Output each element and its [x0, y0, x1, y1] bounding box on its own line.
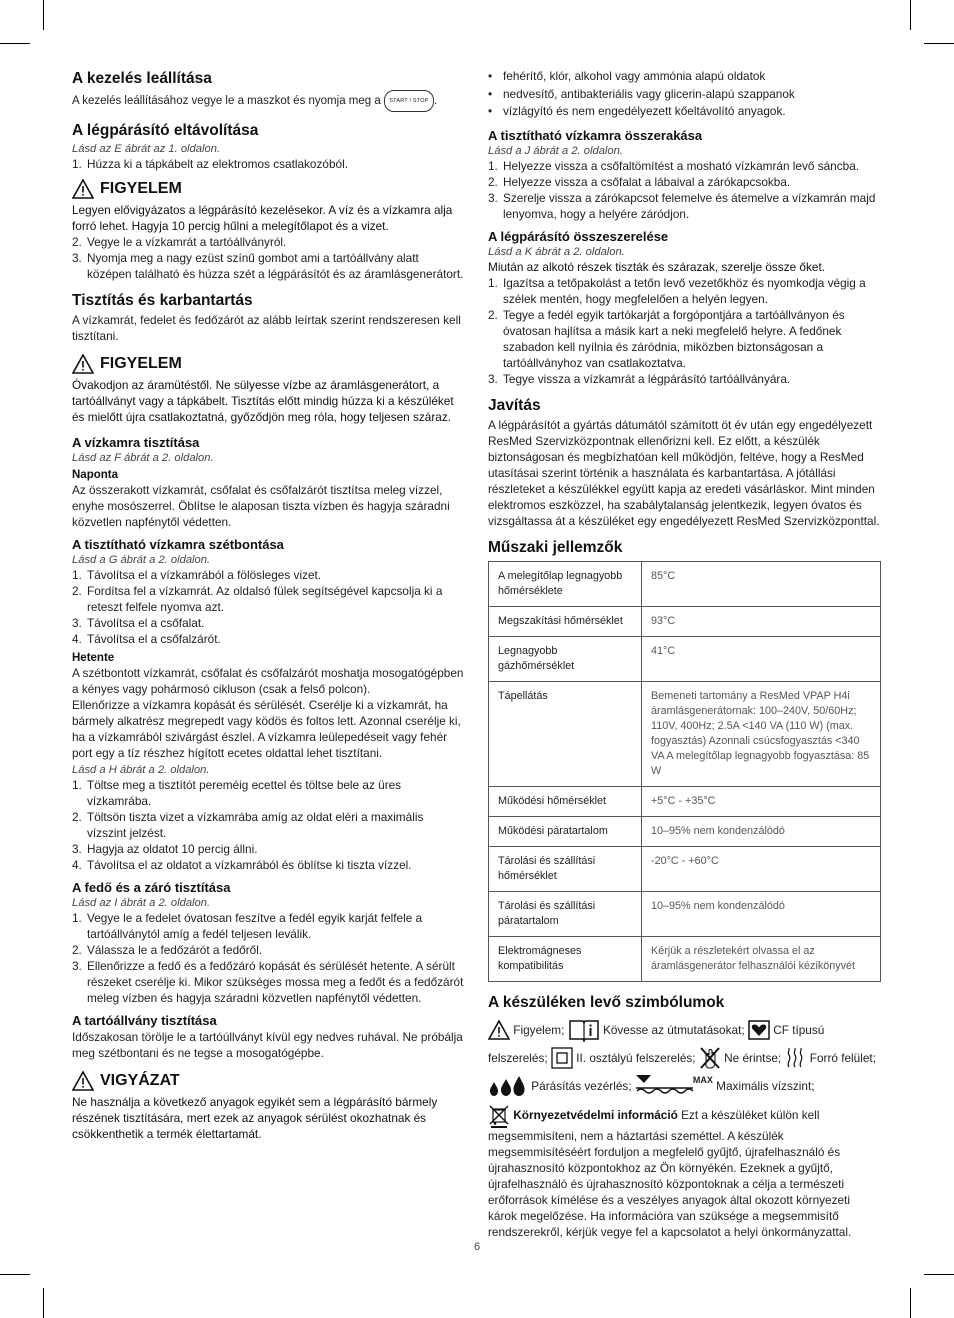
list-item: • vízlágyító és nem engedélyezett kőeltávolító anyagok.: [488, 103, 881, 121]
spec-name: A melegítőlap legnagyobb hőmérséklete: [489, 561, 642, 606]
spec-value: 41°C: [642, 636, 881, 681]
step-number: 3.: [488, 190, 498, 205]
heading: Műszaki jellemzők: [488, 538, 623, 556]
list-item: [72, 234, 465, 250]
step-text: Válassza le a fedőzárót a fedőről.: [87, 943, 263, 957]
humidity-control-drops-icon: [488, 1074, 528, 1098]
heading: A légpárásító eltávolítása: [72, 122, 259, 139]
step-number: 1.: [72, 157, 82, 171]
step-list: [72, 567, 465, 647]
subheading: A fedő és a záró tisztítása: [72, 880, 231, 895]
warning-block: [72, 354, 465, 425]
step-text: Vegye le a vízkamrát a tartóállványról.: [87, 235, 287, 249]
spec-name: Működési páratartalom: [489, 816, 642, 846]
subheading-small: Hetente: [72, 652, 115, 664]
right-column: [488, 68, 881, 1240]
list-item: [72, 942, 465, 958]
table-row: [489, 606, 881, 636]
list-item: [488, 190, 881, 222]
step-text: Szerelje vissza a zárókapcsot felemelve és átemelve a vízkamrán majd lenyomva, hogy a helyére záródjon.: [503, 190, 876, 221]
step-text: Húzza ki a tápkábelt az elektromos csatlakozóból.: [87, 157, 348, 171]
hot-surface-icon: [784, 1047, 806, 1069]
caution-text: Ne használja a következő anyagok egyikét sem a légpárásító bármely részének tisztítására, mert ezek az anyagok sérülést okozhatnak és csökkenthetik a termék élettartamát.: [72, 1095, 438, 1141]
crop-mark: [910, 1288, 911, 1318]
list-item: • fehérítő, klór, alkohol vagy ammónia alapú oldatok: [488, 68, 881, 86]
wheelie-bin-crossed-icon: [488, 1104, 510, 1128]
section-lid-cleaning: [72, 880, 465, 1006]
figure-ref: Lásd a G ábrát a 2. oldalon.: [72, 554, 211, 566]
warning-title: FIGYELEM: [100, 180, 182, 197]
step-number: 3.: [72, 251, 82, 265]
step-number: 4.: [72, 632, 82, 646]
step-text: Töltse meg a tisztítót pereméig ecettel és töltse bele az üres vízkamrába.: [87, 778, 402, 808]
section-cleaning: [72, 292, 465, 344]
subheading: A tisztítható vízkamra szétbontása: [72, 537, 284, 552]
list-item: [488, 371, 881, 387]
paragraph: Az összerakott vízkamrát, csőfalat és csőfalzárót tisztítsa meleg vízzel, enyhe mosószerrel. Öblítse le alaposan tiszta vízben és hagyja száradni közvetlen napfénytől védetten.: [72, 483, 450, 529]
subheading: A vízkamra tisztítása: [72, 435, 200, 450]
paragraph: A kezelés leállításához vegye le a maszkot és nyomja meg a START / STOP .: [72, 90, 465, 112]
paragraph: A vízkamrát, fedelet és fedőzárót az alább leírtak szerint rendszeresen kell tisztítani.: [72, 313, 461, 343]
figure-ref: Lásd az E ábrát az 1. oldalon.: [72, 143, 221, 155]
figure-ref: Lásd az F ábrát a 2. oldalon.: [72, 452, 214, 464]
step-text: Igazítsa a tetőpakolást a tetőn levő vezetőkhöz és nyomkodja végig a szélek mentén, hogy megfelelően a helyén legyen.: [503, 275, 866, 306]
heading: Javítás: [488, 396, 541, 414]
table-row: [489, 681, 881, 786]
spec-value: Bemeneti tartomány a ResMed VPAP H4i áramlásgenerátornak: 100–240V, 50/60Hz; 110V, 400Hz; 2.5A <140 VA (110 W) (max. fogyasztás) Azonnali csúcsfogyasztás <340 VA A melegítőlap legnagyobb fogyasztása: 85 W: [642, 681, 881, 786]
step-text: Hagyja az oldatot 10 percig állni.: [87, 842, 258, 856]
left-column: [72, 66, 465, 1142]
list-item: [72, 809, 465, 841]
section-stand-cleaning: [72, 1013, 465, 1061]
list-item: [72, 841, 465, 857]
spec-value: 85°C: [642, 561, 881, 606]
spec-name: Tárolási és szállítási páratartalom: [489, 891, 642, 936]
spec-value: +5°C - +35°C: [642, 786, 881, 816]
list-item: [72, 631, 465, 647]
spec-name: Megszakítási hőmérséklet: [489, 606, 642, 636]
list-item: [488, 275, 881, 307]
paragraph: Ellenőrizze a vízkamra kopását és sérülését. Cserélje ki a vízkamrát, ha bármely alkatrész megrepedt vagy ködös és foltos lett. Azonnal cserélje ki, ha a vízkamrából szivárgást észlel. A vízkamra leülepedéseit vagy fehér port egy a tíz részhez hígított ecetes oldattal lehet tisztítani.: [72, 698, 461, 760]
warning-block: [72, 179, 465, 282]
list-item: [488, 307, 881, 371]
section-remove-humidifier: [72, 122, 465, 172]
step-text: Ellenőrizze a fedő és a fedőzáró kopását és sérülését hetente. A sérült részeket cserélje ki. Mikor szükséges mossa meg a fedőt és a fedőzárót meleg vízben és hagyja száradni közvetlen napfénytől védetten.: [87, 959, 464, 1005]
list-item: [72, 777, 465, 809]
bullet-list: [488, 68, 881, 121]
spec-name: Elektromágneses kompatibilitás: [489, 936, 642, 981]
caution-block: [72, 1071, 465, 1142]
step-number: 2.: [72, 584, 82, 598]
crop-mark: [43, 0, 44, 30]
caution-title: VIGYÁZAT: [100, 1072, 180, 1089]
list-item: [72, 857, 465, 873]
subheading: A légpárásító összeszerelése: [488, 228, 669, 244]
section-water-chamber-cleaning: [72, 435, 465, 530]
environment-title: Környezetvédelmi információ: [513, 1108, 678, 1123]
subheading: A tartóállvány tisztítása: [72, 1013, 217, 1028]
step-text: Távolítsa el a csőfalat.: [87, 616, 205, 630]
list-item: [72, 156, 465, 172]
section-disassembly: [72, 537, 465, 873]
cf-type-heart-icon: [748, 1020, 770, 1040]
crop-mark: [924, 43, 954, 44]
section-humidifier-assembly: [488, 229, 881, 387]
step-list: [488, 158, 881, 222]
instructions-book-icon: [568, 1018, 600, 1042]
spec-value: 10–95% nem kondenzálódó: [642, 816, 881, 846]
table-row: [489, 636, 881, 681]
step-number: 3.: [72, 959, 82, 973]
list-item: [72, 567, 465, 583]
step-number: 3.: [72, 616, 82, 630]
step-number: 3.: [72, 842, 82, 856]
paragraph: Miután az alkotó részek tiszták és szárazak, szerelje össze őket.: [488, 259, 826, 274]
spec-value: 93°C: [642, 606, 881, 636]
step-number: 3.: [488, 371, 498, 386]
crop-mark: [43, 1288, 44, 1318]
step-number: 4.: [72, 858, 82, 872]
figure-ref: Lásd a J ábrát a 2. oldalon.: [488, 144, 623, 157]
spec-value: 10–95% nem kondenzálódó: [642, 891, 881, 936]
list-item: [72, 615, 465, 631]
figure-ref: Lásd a K ábrát a 2. oldalon.: [488, 245, 625, 258]
table-row: [489, 816, 881, 846]
list-item: [488, 158, 881, 174]
step-number: 2.: [72, 810, 82, 824]
step-number: 2.: [488, 174, 498, 189]
heading: Tisztítás és karbantartás: [72, 292, 253, 309]
step-number: 1.: [72, 778, 82, 792]
crop-mark: [910, 0, 911, 30]
step-text: Nyomja meg a nagy ezüst színű gombot ami a tartóállvány alatt középen található és húzza szét a légpárásítót és az áramlásgenerátort.: [87, 251, 464, 281]
step-number: 1.: [488, 275, 498, 290]
paragraph: A légpárásítót a gyártás dátumától számított öt év után egy engedélyezett ResMed Szervizközpontnak ellenőrizni kell. Ez előtt, a készülék biztonságosan és megbízhatóan kell működjön, feltéve, hogy a ResMed utasításai szerint történik a használata és karbantartása. A jótállási részleteket a készülékkel együtt kapja az eredeti vásárláskor. Mint minden elektromos eszközzel, ha szabálytalanság jelentkezik, legyen óvatos és vizsgáltassa át a készüléket egy engedélyezett ResMed Szervizközponttal.: [488, 417, 880, 528]
subheading-small: Naponta: [72, 469, 118, 481]
warning-title: FIGYELEM: [100, 355, 182, 372]
crop-mark: [924, 1274, 954, 1275]
step-list: [72, 910, 465, 1006]
environment-info: Környezetvédelmi információ Ezt a készüléket külön kell megsemmisíteni, nem a háztartási szeméttel. A készülék megsemmisítéséért forduljon a megfelelő gyűjtő, újrafelhasználó és újrahasznosító központokhoz az Ön környékén. Ezeknek a gyűjtő, újrafelhasználó és újrahasznosító központoknak a célja a természeti erőforrások kímélése és a veszélyes anyagok által okozott környezeti károk megelőzése. Ha információra van szüksége a megsemmisítő rendszerekről, kérjük vegye fel a kapcsolatot a helyi önkormányzattal.: [488, 1104, 881, 1240]
warning-text: Legyen elővigyázatos a légpárásító kezelésekor. A víz és a vízkamra alja forró lehet. Hagyja 10 percig hűlni a melegítőlapot és a vizet.: [72, 203, 453, 233]
section-symbols: [488, 994, 881, 1241]
paragraph: Időszakosan törölje le a tartóúllványt kívül egy nedves ruhával. Ne próbálja meg szétbontani és ne tegse a mosogatógépbe.: [72, 1030, 463, 1060]
class-ii-icon: [551, 1047, 573, 1069]
heading: A készüléken levő szimbólumok: [488, 993, 725, 1011]
list-item: [72, 958, 465, 1006]
step-text: Tegye vissza a vízkamrát a légpárásító tartóállványára.: [503, 371, 791, 386]
paragraph: A szétbontott vízkamrát, csőfalat és csőfalzárót moshatja mosogatógépben a kényes vagy pohármosó cikluson (csak a felső polcon).: [72, 666, 464, 696]
list-item: [72, 910, 465, 942]
step-text: Vegye le a fedelet óvatosan feszítve a fedél egyik karját felfele a tartóállványtól amíg a fedél teljesen leválik.: [87, 911, 423, 941]
spec-name: Tápellátás: [489, 681, 642, 786]
step-number: 2.: [72, 235, 82, 249]
warning-triangle-icon: [72, 354, 94, 374]
list-item: [72, 583, 465, 615]
list-item: • nedvesítő, antibakteriális vagy glicerin-alapú szappanok: [488, 86, 881, 104]
step-number: 2.: [72, 943, 82, 957]
crop-mark: [0, 43, 30, 44]
table-row: [489, 786, 881, 816]
step-text: Távolítsa el a csőfalzárót.: [87, 632, 221, 646]
table-row: [489, 561, 881, 606]
warning-triangle-icon: [72, 179, 94, 199]
step-number: 1.: [72, 911, 82, 925]
warning-triangle-icon: [488, 1020, 510, 1040]
section-service: [488, 397, 881, 529]
spec-name: Működési hőmérséklet: [489, 786, 642, 816]
figure-ref: Lásd az I ábrát a 2. oldalon.: [72, 897, 211, 909]
step-text: Helyezze vissza a csőfaltömítést a mosható vízkamrán levő sáncba.: [503, 158, 860, 173]
spec-name: Legnagyobb gázhőmérséklet: [489, 636, 642, 681]
crop-mark: [0, 1274, 30, 1275]
start-stop-button-icon: START / STOP: [384, 90, 434, 112]
symbols-line: Figyelem; Kövesse az útmutatásokat; CF típusú felszerelés; II. osztályú felszerelés; Ne érintse; Forró felület; Párásítás vezérlés; $^{MAX}$ Maximális vízszint;: [488, 1016, 881, 1101]
step-number: 2.: [488, 307, 498, 322]
warning-text: Óvakodjon az áramütéstől. Ne sülyesse vízbe az áramlásgenerátort, a tartóállványt vagy a tápkábelt. Tisztítás előtt mindig húzza ki a készüléket és mielőtt újra csatlakoztatná, győződjön meg róla, hogy teljesen száraz.: [72, 378, 454, 424]
spec-value: Kérjük a részletekért olvassa el az áramlásgenerátor felhasználói kézikönyvét: [642, 936, 881, 981]
section-specs: [488, 539, 881, 982]
step-list: [72, 156, 465, 172]
section-reassembly: [488, 128, 881, 222]
table-row: [489, 891, 881, 936]
list-item: [488, 174, 881, 190]
step-text: Fordítsa fel a vízkamrát. Az oldalsó fülek segítségével kapcsolja ki a reteszt felfele nyomva azt.: [87, 584, 443, 614]
heading: A kezelés leállítása: [72, 70, 212, 87]
spec-name: Tárolási és szállítási hőmérséklet: [489, 846, 642, 891]
step-text: Tegye a fedél egyik tartókarját a forgópontjára a tartóállványon és óvatosan hajlítsa a másik kart a neki megfelelő helyre. A fedőnek szabadon kell nyílnia és záródnia, miközben biztonságosan a tartóállványhoz van csatlakoztatva.: [503, 307, 845, 370]
step-text: Helyezze vissza a csőfalat a lábaival a zárókapcsokba.: [503, 174, 791, 189]
step-text: Távolítsa el az oldatot a vízkamrából és öblítse ki tiszta vízzel.: [87, 858, 412, 872]
step-text: Töltsön tiszta vizet a vízkamrába amíg az oldat eléri a maximális vízszint jelzést.: [87, 810, 424, 840]
warning-triangle-icon: [72, 1071, 94, 1091]
table-row: [489, 846, 881, 891]
step-number: 1.: [488, 158, 498, 173]
step-list: [72, 777, 465, 873]
step-list: [488, 275, 881, 387]
step-list: [72, 234, 465, 282]
subheading: A tisztítható vízkamra összerakása: [488, 127, 703, 143]
step-number: 1.: [72, 568, 82, 582]
spec-value: -20°C - +60°C: [642, 846, 881, 891]
table-row: [489, 936, 881, 981]
do-not-touch-icon: [699, 1046, 721, 1070]
list-item: [72, 250, 465, 282]
figure-ref: Lásd a H ábrát a 2. oldalon.: [72, 764, 210, 776]
max-label: MAX: [692, 1075, 713, 1086]
section-stop-treatment: [72, 70, 465, 112]
step-text: Távolítsa el a vízkamrából a fölösleges vizet.: [87, 568, 322, 582]
spec-table: [488, 561, 881, 982]
page-number: 6: [473, 1241, 481, 1253]
